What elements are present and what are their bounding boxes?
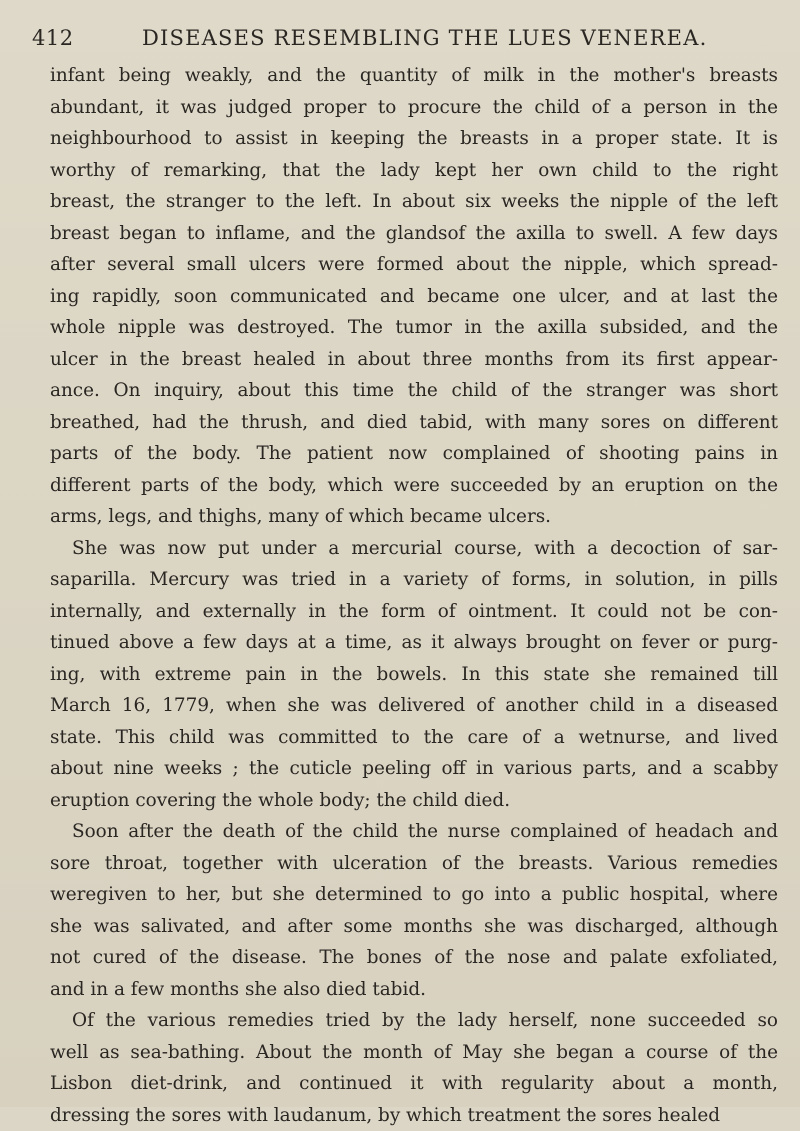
paragraph: [50, 533, 778, 817]
text-line: and in a few months she also died tabid.: [50, 974, 778, 1006]
text-line: well as sea-bathing. About the month of May she began a course of the: [50, 1037, 778, 1069]
text-line: breast began to inflame, and the glandsof the axilla to swell. A few days: [50, 218, 778, 250]
text-line: arms, legs, and thighs, many of which became ulcers.: [50, 501, 778, 533]
text-line: abundant, it was judged proper to procure the child of a person in the: [50, 92, 778, 124]
text-line: ing rapidly, soon communicated and became one ulcer, and at last the: [50, 281, 778, 313]
paragraph: [50, 60, 778, 533]
text-line: March 16, 1779, when she was delivered of another child in a diseased: [50, 690, 778, 722]
text-line: tinued above a few days at a time, as it always brought on fever or purg-: [50, 627, 778, 659]
text-line: sore throat, together with ulceration of the breasts. Various remedies: [50, 848, 778, 880]
paragraph: [50, 816, 778, 1005]
text-line: after several small ulcers were formed about the nipple, which spread-: [50, 249, 778, 281]
page-number: 412: [32, 26, 74, 50]
text-line: Soon after the death of the child the nurse complained of headach and: [50, 816, 778, 848]
text-line: ulcer in the breast healed in about three months from its first appear-: [50, 344, 778, 376]
text-line: neighbourhood to assist in keeping the breasts in a proper state. It is: [50, 123, 778, 155]
text-line: parts of the body. The patient now complained of shooting pains in: [50, 438, 778, 470]
text-line: Lisbon diet-drink, and continued it with regularity about a month,: [50, 1068, 778, 1100]
text-line: infant being weakly, and the quantity of milk in the mother's breasts: [50, 60, 778, 92]
text-line: breast, the stranger to the left. In about six weeks the nipple of the left: [50, 186, 778, 218]
text-line: ance. On inquiry, about this time the child of the stranger was short: [50, 375, 778, 407]
body-text: [50, 60, 778, 1131]
text-line: eruption covering the whole body; the child died.: [50, 785, 778, 817]
text-line: state. This child was committed to the care of a wetnurse, and lived: [50, 722, 778, 754]
text-line: internally, and externally in the form of ointment. It could not be con-: [50, 596, 778, 628]
text-line: not cured of the disease. The bones of the nose and palate exfoliated,: [50, 942, 778, 974]
running-title: DISEASES RESEMBLING THE LUES VENEREA.: [142, 26, 707, 50]
paragraph: [50, 1005, 778, 1131]
text-line: ing, with extreme pain in the bowels. In this state she remained till: [50, 659, 778, 691]
text-line: saparilla. Mercury was tried in a variety of forms, in solution, in pills: [50, 564, 778, 596]
text-line: different parts of the body, which were succeeded by an eruption on the: [50, 470, 778, 502]
text-line: breathed, had the thrush, and died tabid, with many sores on different: [50, 407, 778, 439]
text-line: Of the various remedies tried by the lady herself, none succeeded so: [50, 1005, 778, 1037]
text-line: whole nipple was destroyed. The tumor in the axilla subsided, and the: [50, 312, 778, 344]
text-line: She was now put under a mercurial course, with a decoction of sar-: [50, 533, 778, 565]
running-head: [32, 26, 772, 56]
text-line: dressing the sores with laudanum, by which treatment the sores healed: [50, 1100, 778, 1131]
text-line: about nine weeks ; the cuticle peeling off in various parts, and a scabby: [50, 753, 778, 785]
text-line: she was salivated, and after some months she was discharged, although: [50, 911, 778, 943]
text-line: worthy of remarking, that the lady kept her own child to the right: [50, 155, 778, 187]
text-line: weregiven to her, but she determined to go into a public hospital, where: [50, 879, 778, 911]
